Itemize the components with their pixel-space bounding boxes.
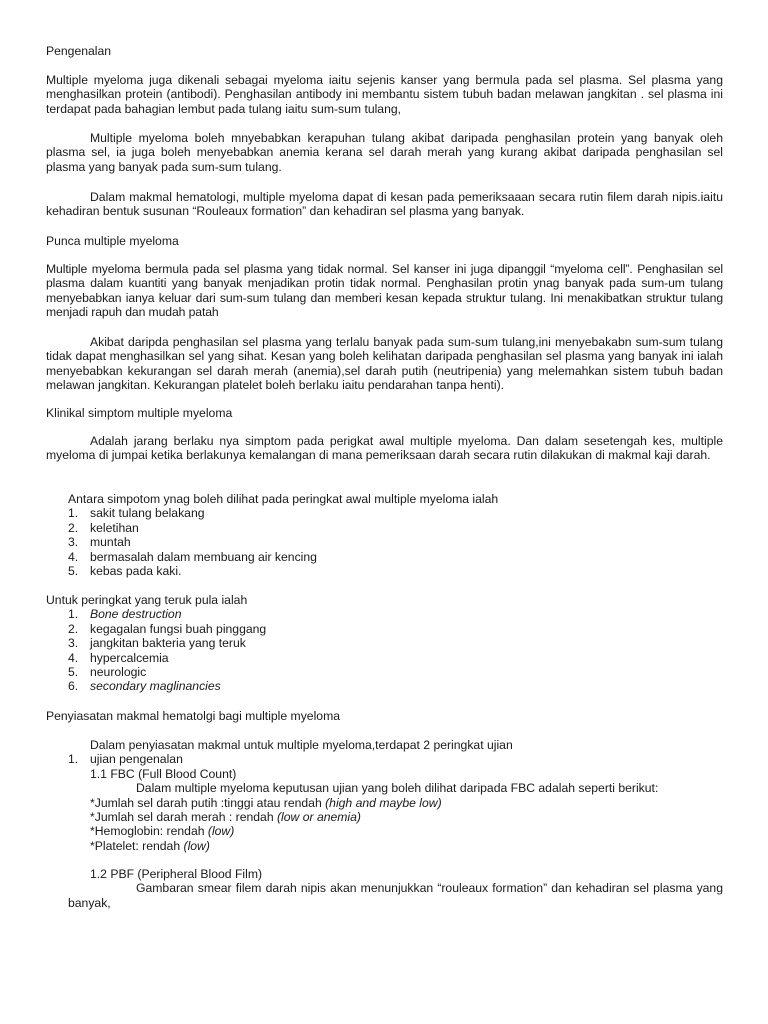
pbf-description: Gambaran smear filem darah nipis akan menunjukkan “rouleaux formation” dan kehadiran sel plasma yang banyak, [68, 881, 723, 910]
list-item: 2. keletihan [68, 520, 139, 535]
fbc-result-wbc: *Jumlah sel darah putih :tinggi atau rendah (high and maybe low) [90, 795, 442, 810]
list-item: 1. sakit tulang belakang [68, 506, 205, 521]
list-item: 2. kegagalan fungsi buah pinggang [68, 621, 267, 636]
heading-clinical-symptoms: Klinikal simptom multiple myeloma [46, 406, 233, 420]
lab-intro: Dalam penyiasatan makmal untuk multiple myeloma,terdapat 2 peringkat ujian [90, 738, 513, 752]
list-item: 4. bermasalah dalam membuang air kencing [68, 549, 317, 564]
paragraph-cause: Multiple myeloma bermula pada sel plasma yang tidak normal. Sel kanser ini juga dipanggil “myeloma cell”. Penghasilan sel plasma dalam kuantiti yang banyak menjadikan protin tidak normal. Penghasilan protin ynag banyak pada sum-um tulang menyebabkan ianya keluar dari sum-sum tulang dan memberi kesan kepada struktur tulang. Ini menakibatkan struktur tulang menjadi rapuh dan mudah patah [46, 262, 723, 320]
paragraph-lab-detection: Dalam makmal hematologi, multiple myeloma dapat di kesan pada pemeriksaaan secara rutin filem darah nipis.iaitu kehadiran bentuk susunan “Rouleaux formation” dan kehadiran sel plasma yang banyak. [46, 190, 723, 219]
lab-item-1: 1. ujian pengenalan [68, 752, 183, 767]
fbc-result-platelet: *Platelet: rendah (low) [90, 838, 210, 853]
list-item: 5. neurologic [68, 665, 147, 679]
heading-cause: Punca multiple myeloma [46, 234, 179, 248]
paragraph-clinical: Adalah jarang berlaku nya simptom pada perigkat awal multiple myeloma. Dan dalam sesetengah kes, multiple myeloma di jumpai ketika berlakunya kemalangan di mana pemeriksaan darah secara rutin dilakukan di makmal kaji darah. [46, 434, 723, 463]
paragraph-consequences: Akibat daripda penghasilan sel plasma yang terlalu banyak pada sum-sum tulang,ini menyebakabn sum-sum tulang tidak dapat menghasilkan sel yang sihat. Kesan yang boleh kelihatan daripada penghasilan sel plasma yang banyak ini ialah menyebabkan kekurangan sel darah merah (anemia),sel darah putih (neutripenia) yang melemahkan sistem tubuh badan melawan jangkitan. Kekurangan platelet boleh berlaku iaitu pendarahan tanpa henti). [46, 335, 723, 393]
severe-symptoms-intro: Untuk peringkat yang teruk pula ialah [46, 593, 248, 607]
paragraph-introduction: Multiple myeloma juga dikenali sebagai myeloma iaitu sejenis kanser yang bermula pada sel plasma. Sel plasma yang menghasilkan protein (antibodi). Penghasilan antibody ini membantu sistem tubuh badan melawan jangkitan . sel plasma ini terdapat pada bahagian lembut pada tulang iaitu sum-sum tulang, [46, 73, 723, 116]
list-item: 3. muntah [68, 535, 131, 550]
fbc-title: 1.1 FBC (Full Blood Count) [90, 766, 237, 781]
early-symptoms-intro: Antara simpotom ynag boleh dilihat pada peringkat awal multiple myeloma ialah [68, 492, 499, 506]
pbf-title: 1.2 PBF (Peripheral Blood Film) [90, 867, 263, 881]
fbc-description: Dalam multiple myeloma keputusan ujian yang boleh dilihat daripada FBC adalah seperti berikut: [136, 781, 659, 796]
paragraph-bone-effects: Multiple myeloma boleh mnyebabkan kerapuhan tulang akibat daripada penghasilan protein yang banyak oleh plasma sel, ia juga boleh menyebabkan anemia kerana sel darah merah yang kurang akibat daripada penghasilan sel plasma yang banyak pada sum-sum tulang. [46, 131, 723, 174]
fbc-result-hemoglobin: *Hemoglobin: rendah (low) [90, 824, 235, 839]
list-item: 4. hypercalcemia [68, 650, 169, 665]
list-item: 1. Bone destruction [68, 607, 182, 622]
list-item: 5. kebas pada kaki. [68, 564, 182, 578]
list-item: 6. secondary maglinancies [68, 679, 221, 694]
heading-introduction: Pengenalan [46, 44, 112, 58]
fbc-result-rbc: *Jumlah sel darah merah : rendah (low or anemia) [90, 810, 361, 824]
heading-lab-investigation: Penyiasatan makmal hematolgi bagi multiple myeloma [46, 709, 340, 723]
list-item: 3. jangkitan bakteria yang teruk [68, 636, 246, 651]
